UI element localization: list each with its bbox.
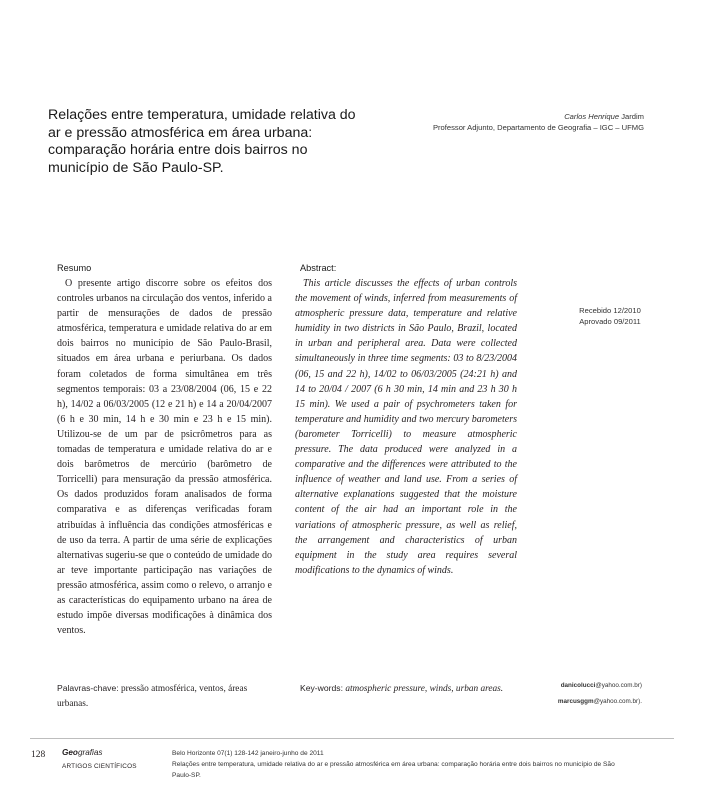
author-affiliation: Professor Adjunto, Departamento de Geografia – IGC – UFMG: [432, 123, 644, 132]
email-2-user: marcusggm: [557, 698, 594, 705]
approved-date: Aprovado 09/2011: [579, 317, 641, 326]
journal-name-bold: Geo: [62, 748, 78, 757]
author-block: [433, 111, 644, 133]
section-label: ARTIGOS CIENTÍFICOS: [62, 763, 137, 770]
email-2-domain: @yahoo.com.br).: [593, 698, 642, 705]
footer-citation: [172, 748, 632, 781]
abstract-body: This article discusses the effects of urban controls the movement of winds, inferred from measurements of atmospheric pressure data, temperature and relative humidity in two districts in São Paulo, Brazil, located in urban and peripheral area. Data were collected simultaneously in three time segments: 03 to 8/23/2004 (06, 15 and 22 h), 14/02 to 06/03/2005 (24:21 h) and 14 to 20/04 / 2007 (6 h 30 min, 14 min and 23 h 30 h 15 min). We used a pair of psychrometers taken for temperature and humidity and two mercury barometers (barometer Torricelli) to measure atmospheric pressure. The data produced were analyzed in a comparative and the differences were attributed to the influence of weather and land use. From a series of alternative explanations suggested that the moisture content of the air had an important role in the variations of atmospheric pressure, as well as relief, the arrangement and characteristics of urban equipment in the study area requires several modifications to the dynamics of winds.: [295, 278, 517, 576]
keywords-en-label: Key-words:: [300, 683, 343, 693]
submission-dates: [570, 305, 650, 327]
author-surname: Jardim: [621, 112, 644, 121]
resumo-body: O presente artigo discorre sobre os efeitos dos controles urbanos na circulação dos ventos, inferido a partir de mensurações de dados de pressão atmosférica, temperatura e umidade relativa do ar em dois bairros no município de São Paulo-Brasil, situados em área urbana e periurbana. Os dados foram coletados de forma simultânea em três segmentos temporais: 03 a 23/08/2004 (06, 15 e 22 h), 14/02 a 06/03/2005 (12 e 21 h) e 14 a 20/04/2007 (6 h e 30 min, 14 h e 30 min e 23 h e 15 min). Utilizou-se de um par de psicrômetros para as tomadas de temperatura e umidade relativa do ar e dois barômetros de mercúrio (barômetro de Torricelli) para mensuração da pressão atmosférica. Os dados produzidos foram analisados de forma comparativa e as diferenças verificadas foram atribuídas à influência das condições atmosféricas e de uso da terra. A partir de uma série de explicações alternativas sugeriu-se que o conteúdo de umidade do ar teve importante participação nas variações de pressão atmosférica, assim como o relevo, o arranjo e as características do equipamento urbano na área de estudo impõe diversas modificações à dinâmica dos ventos.: [57, 278, 272, 637]
footer-divider: [30, 738, 674, 739]
keywords-pt-label: Palavras-chave:: [57, 683, 119, 693]
page-number: 128: [31, 750, 46, 760]
resumo-heading: Resumo: [57, 263, 92, 273]
author-name: [433, 111, 644, 122]
keywords-en-text: atmospheric pressure, winds, urban areas.: [345, 684, 504, 694]
issue-info: Belo Horizonte 07(1) 128-142 janeiro-junho de 2011: [172, 750, 324, 757]
email-line-1: [561, 682, 642, 689]
keywords-english: [300, 681, 515, 697]
email-1-domain: @yahoo.com.br): [595, 682, 642, 689]
author-first-names: Carlos Henrique: [564, 112, 620, 121]
abstract-heading: Abstract:: [300, 263, 337, 273]
received-date: Recebido 12/2010: [579, 306, 641, 315]
journal-name-rest: grafias: [77, 748, 103, 757]
citation-title: Relações entre temperatura, umidade relativa do ar e pressão atmosférica em área urbana: comparação horária entre dois bairros no município de São Paulo-SP.: [172, 761, 615, 779]
keywords-pt-text: pressão atmosférica, ventos, áreas urbanas.: [57, 684, 248, 709]
article-title: Relações entre temperatura, umidade relativa do ar e pressão atmosférica em área urbana: comparação horária entre dois bairros no município de São Paulo-SP.: [48, 107, 356, 176]
email-line-2: [558, 698, 642, 705]
keywords-portuguese: [57, 681, 267, 712]
email-1-user: danicolucci: [560, 682, 596, 689]
journal-name: [62, 748, 103, 757]
